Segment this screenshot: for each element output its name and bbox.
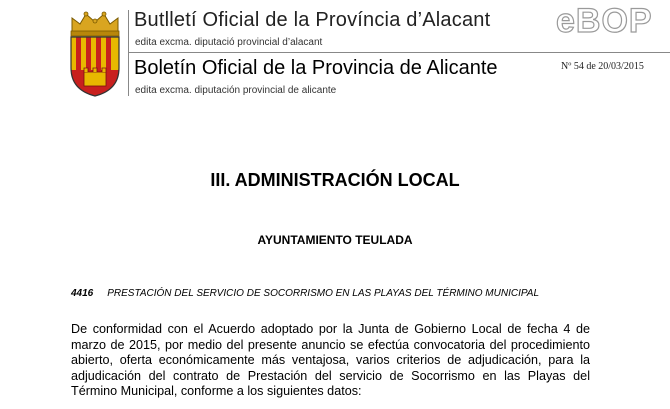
section-title: III. ADMINISTRACIÓN LOCAL	[210, 170, 460, 190]
anuncio-heading	[71, 288, 539, 299]
bop-header	[0, 0, 670, 100]
anuncio-number: 4416	[71, 288, 94, 299]
coat-of-arms-icon	[66, 10, 124, 98]
ayuntamiento-heading: AYUNTAMIENTO TEULADA	[257, 233, 413, 247]
bulletin-subtitle-spanish: edita excma. diputación provincial de alicante	[135, 85, 337, 96]
bulletin-title-catalan: Butlletí Oficial de la Província d’Alacant	[134, 9, 491, 31]
anuncio-title: PRESTACIÓN DEL SERVICIO DE SOCORRISMO EN LAS PLAYAS DEL TÉRMINO MUNICIPAL	[107, 288, 540, 299]
body-paragraph: De conformidad con el Acuerdo adoptado por la Junta de Gobierno Local de fecha 4 de marzo de 2015, por medio del presente anuncio se efectúa convocatoria del procedimiento abierto, oferta económicamente más ventajosa, varios criterios de adjudicación, para la adjudicación del contrato de Prestación del servicio de Socorrismo en las Playas del Término Municipal, conforme a los siguientes datos:	[71, 322, 590, 399]
bop-number-date: Nº 54 de 20/03/2015	[561, 61, 644, 72]
header-divider-vertical	[128, 10, 129, 96]
ebop-logo: eBOP	[556, 2, 653, 40]
bulletin-subtitle-catalan: edita excma. diputació provincial d’alacant	[135, 37, 323, 48]
bulletin-title-spanish: Boletín Oficial de la Provincia de Alicante	[134, 57, 498, 79]
header-divider-middle	[128, 52, 670, 53]
